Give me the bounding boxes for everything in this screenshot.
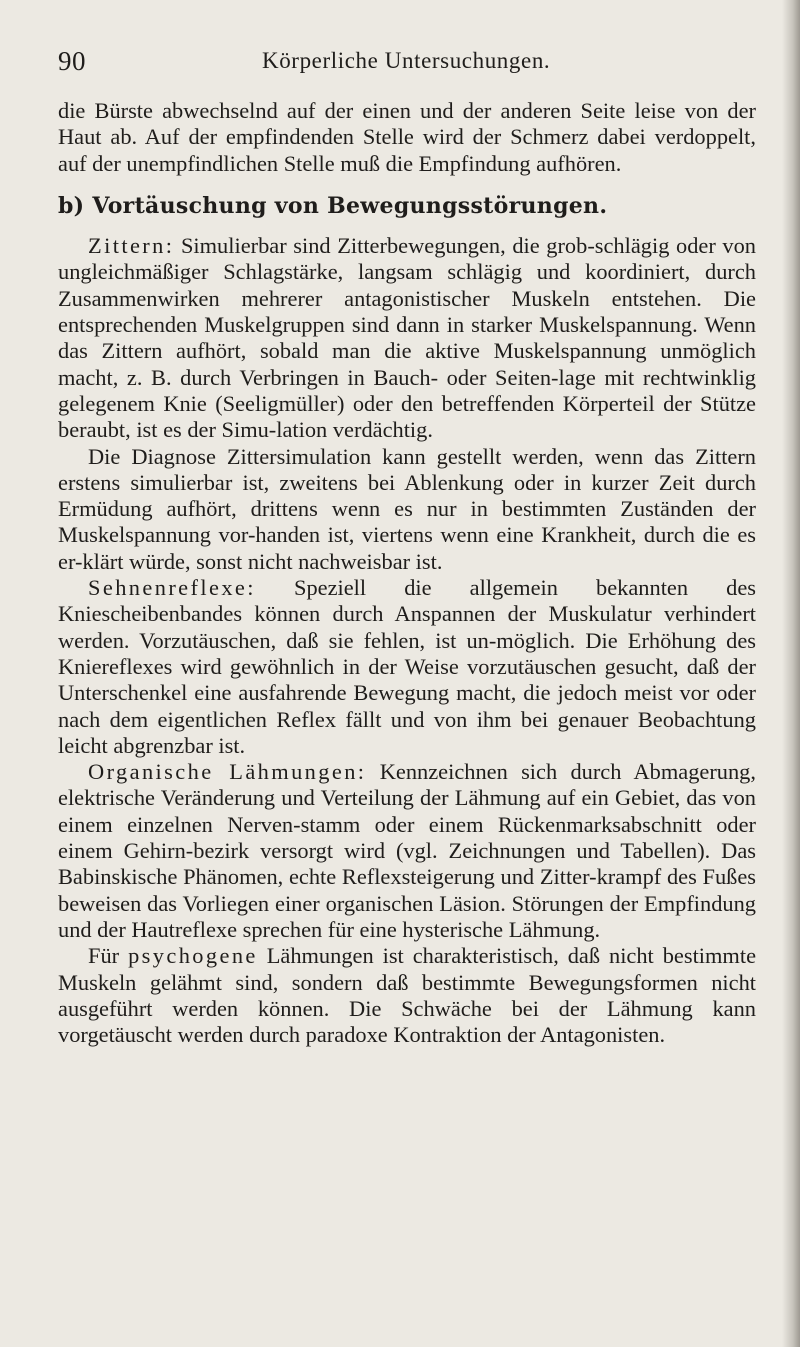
organische-laehmungen-text: Kennzeichnen sich durch Abmagerung, elektrische Veränderung und Verteilung der Lähmung auf ein Gebiet, das von einem einzelnen Nerven-stamm oder einem Rückenmarksabschnitt oder einem Gehirn-bezirk versorgt wird (vgl. Zeichnungen und Tabellen). Das Babinskische Phänomen, echte Reflexsteigerung und Zitter-krampf des Fußes beweisen das Vorliegen einer organischen Läsion. Störungen der Empfindung und der Hautreflexe sprechen für eine hysterische Lähmung. [58, 759, 756, 942]
page-edge-shadow [782, 0, 800, 1347]
zittern-text: Simulierbar sind Zitterbewegungen, die grob-schlägig oder von ungleichmäßiger Schlagstärke, langsam schlägig und koordiniert, durch Zusammenwirken mehrerer antagonistischer Muskeln entstehen. Die entsprechenden Muskelgruppen sind dann in starker Muskelspannung. Wenn das Zittern aufhört, sobald man die aktive Muskelspannung unmöglich macht, z. B. durch Verbringen in Bauch- oder Seiten-lage mit rechtwinklig gelegenem Knie (Seeligmüller) oder den betreffenden Körperteil der Stütze beraubt, ist es der Simu-lation verdächtig. [58, 233, 756, 443]
psychogene-prefix: Für [88, 943, 129, 969]
paragraph-psychogene-laehmungen [58, 943, 756, 1048]
section-heading: b) Vortäuschung von Bewegungsstörungen. [58, 192, 608, 219]
paragraph-intro: die Bürste abwechselnd auf der einen und der anderen Seite leise von der Haut ab. Auf der empfindenden Stelle wird der Schmerz dabei verdoppelt, auf der unempfindlichen Stelle muß die Empfindung aufhören. [58, 98, 756, 176]
page-number: 90 [58, 46, 86, 76]
sehnenreflexe-text: Speziell die allgemein bekannten des Kniescheibenbandes können durch Anspannen der Muskulatur verhindert werden. Vorzutäuschen, daß sie fehlen, ist un-möglich. Die Erhöhung des Kniereflexes wird gewöhnlich in der Weise vorzutäuschen gesucht, daß der Unterschenkel eine ausfahrende Bewegung macht, die jedoch meist vor oder nach dem eigentlichen Reflex fällt und von ihm bei genauer Beobachtung leicht abgrenzbar ist. [58, 575, 756, 758]
term-organische-laehmungen: Organische Lähmungen: [88, 759, 367, 785]
paragraph-diagnose: Die Diagnose Zittersimulation kann gestellt werden, wenn das Zittern erstens simulierbar ist, zweitens bei Ablenkung oder in kurzer Zeit durch Ermüdung aufhört, drittens wenn es nur in bestimmten Zuständen der Muskelspannung vor-handen ist, viertens wenn eine Krankheit, durch die es er-klärt würde, sonst nicht nachweisbar ist. [58, 443, 756, 574]
paragraph-organische-laehmungen [58, 759, 756, 943]
term-sehnenreflexe: Sehnenreflexe: [88, 575, 256, 601]
term-zittern: Zittern: [88, 233, 175, 259]
paragraph-zittern [58, 233, 756, 443]
psychogene-text: Lähmungen ist charakteristisch, daß nicht bestimmte Muskeln gelähmt sind, sondern daß bestimmte Bewegungsformen nicht ausgeführt werden können. Die Schwäche bei der Lähmung kann vorgetäuscht werden durch paradoxe Kontraktion der Antagonisten. [58, 943, 757, 1048]
running-head: Körperliche Untersuchungen. [262, 48, 551, 73]
body-text [58, 98, 756, 1048]
paragraph-sehnenreflexe [58, 575, 756, 759]
page-header [0, 38, 800, 78]
term-psychogene: psychogene [128, 943, 258, 969]
